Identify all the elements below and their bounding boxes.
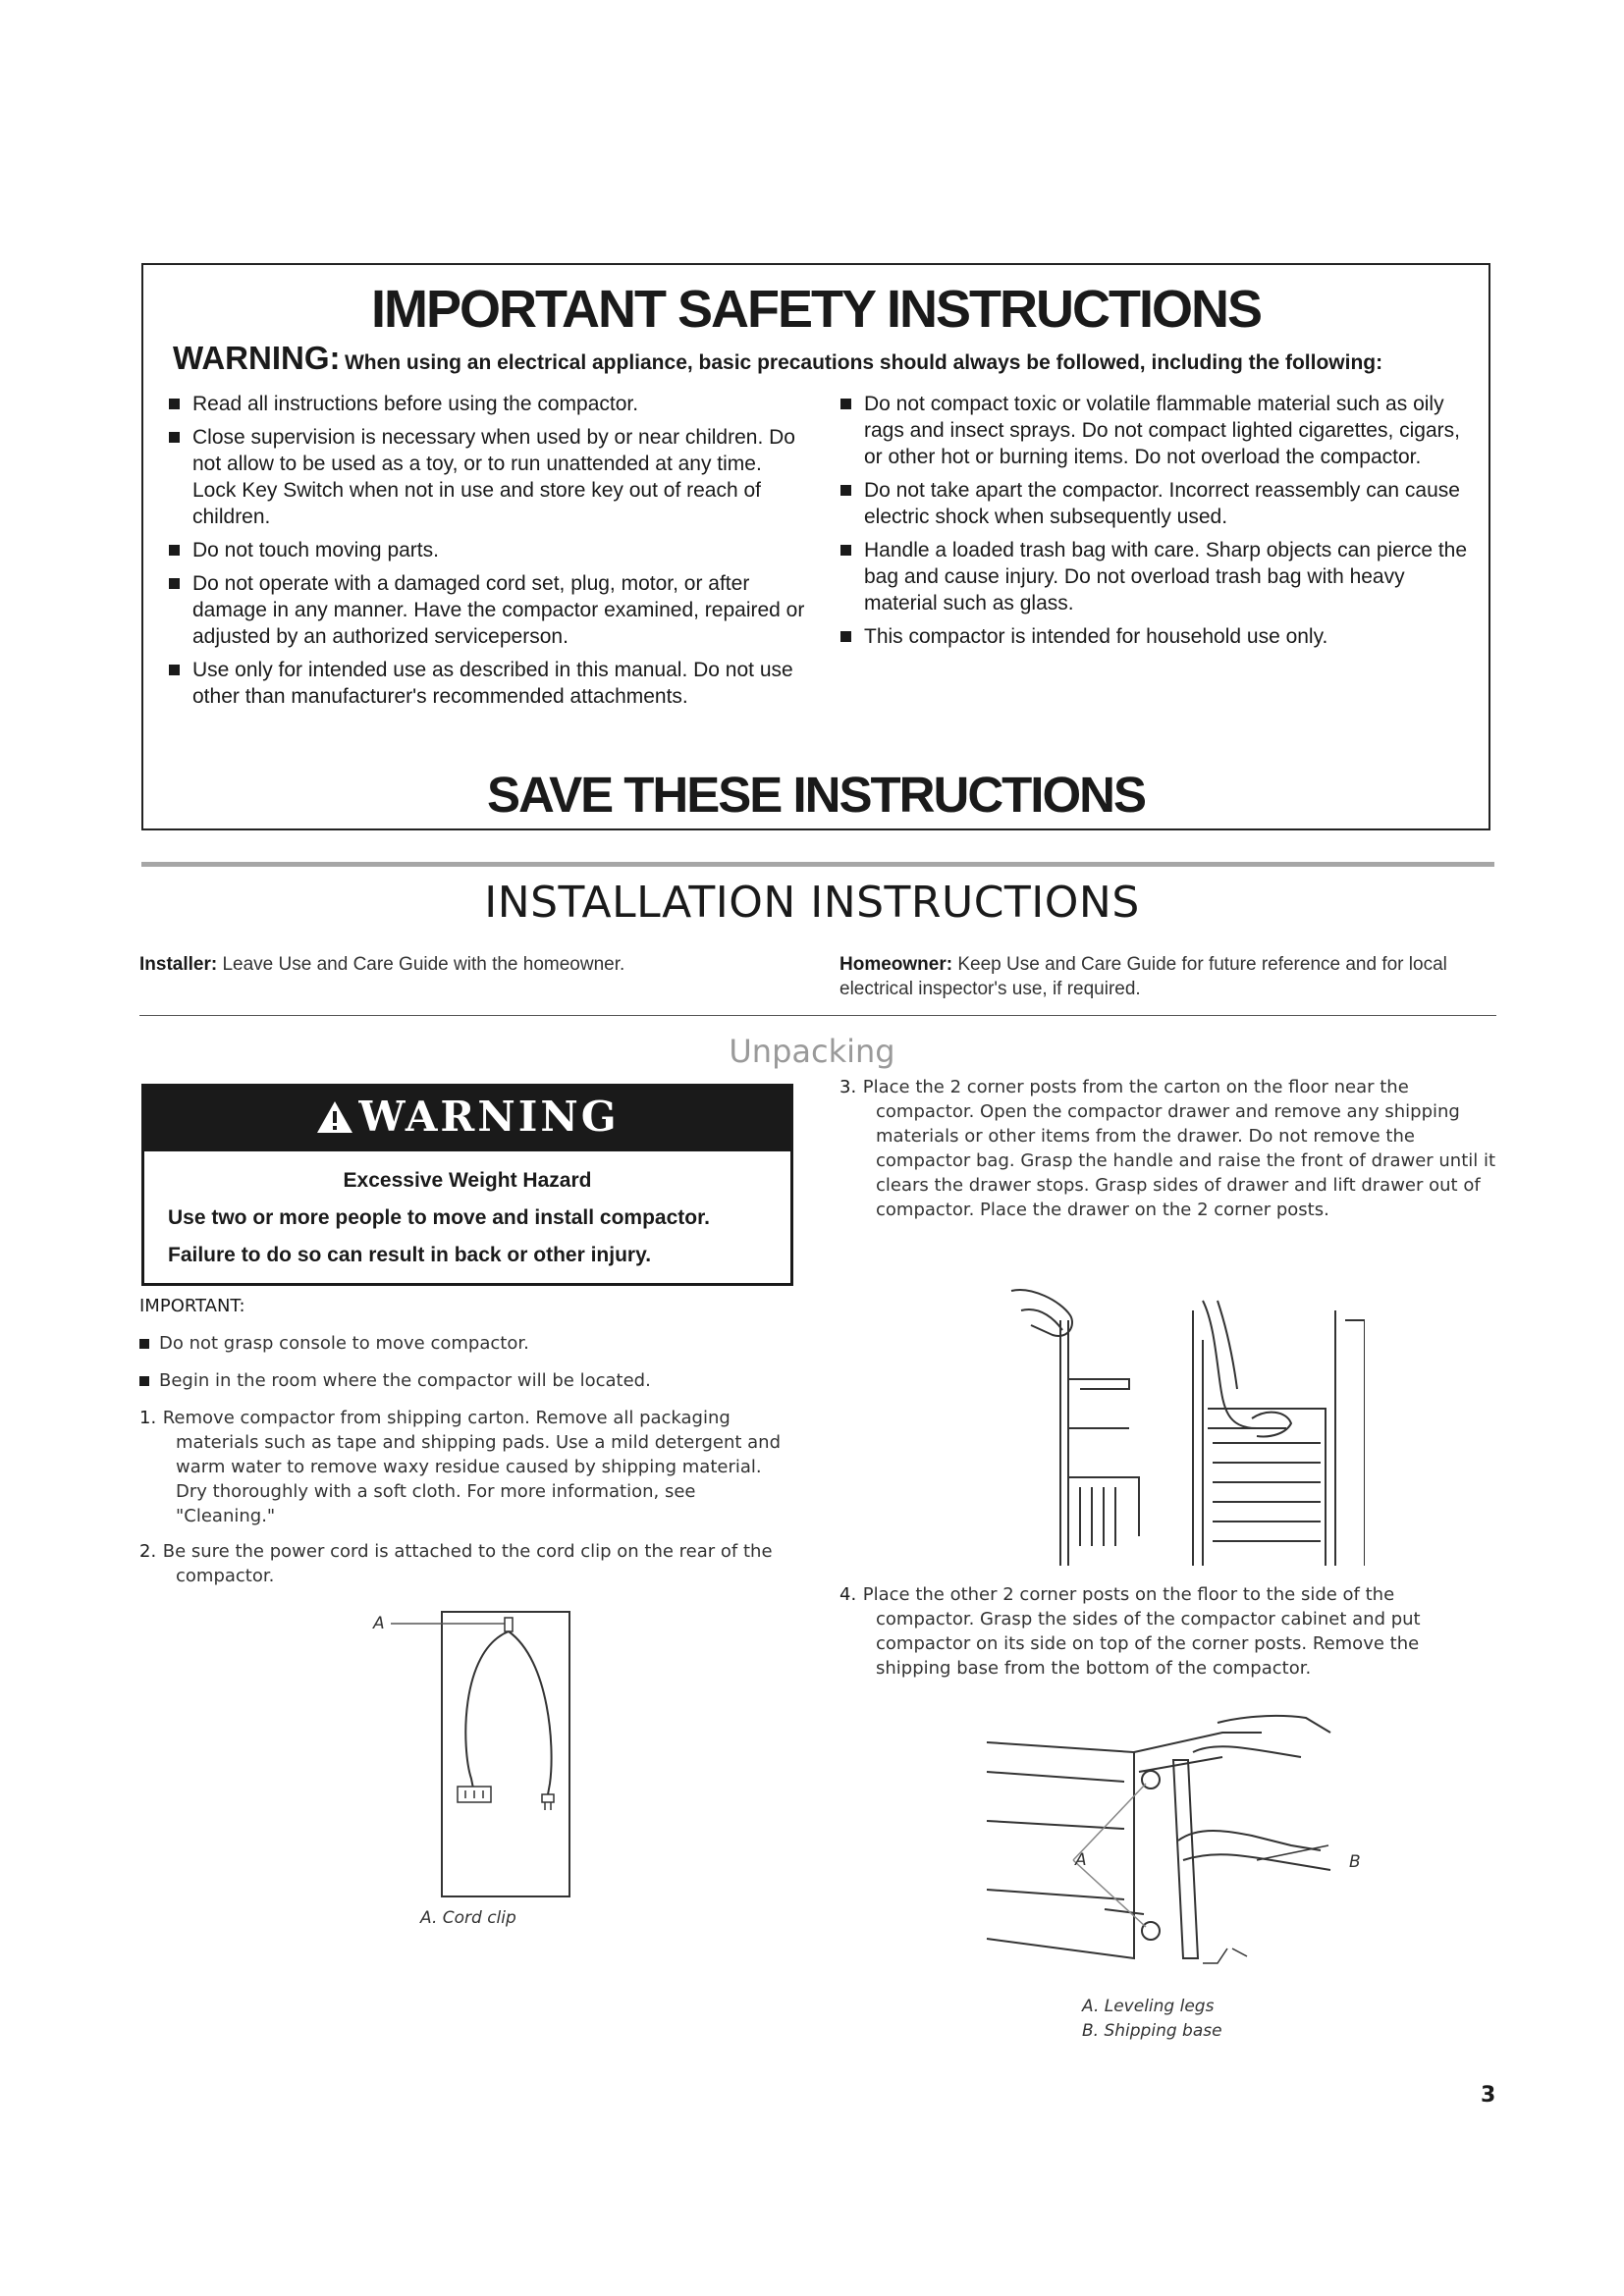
safety-instructions-box xyxy=(141,263,1490,830)
bullet-square-icon xyxy=(840,485,851,496)
safety-item: Do not operate with a damaged cord set, plug, motor, or after damage in any manner. Have the compactor examined, repaired or adjusted by an authorized serviceperson. xyxy=(169,570,807,650)
list-item: Begin in the room where the compactor will be located. xyxy=(139,1368,787,1393)
figure-caption-b: B. Shipping base xyxy=(1082,2021,1222,2041)
weight-warning-box xyxy=(141,1084,793,1286)
homeowner-note xyxy=(839,952,1488,1001)
bullet-square-icon xyxy=(169,399,180,409)
warning-banner-text: WARNING xyxy=(358,1093,620,1141)
unpacking-title: Unpacking xyxy=(729,1033,895,1070)
warning-banner xyxy=(144,1087,790,1151)
bullet-square-icon xyxy=(840,399,851,409)
figure-label-a: A xyxy=(373,1614,385,1633)
warning-text: When using an electrical appliance, basic precautions should always be followed, including the following: xyxy=(344,351,1383,374)
safety-warning xyxy=(173,340,1479,377)
thin-divider xyxy=(139,1015,1496,1016)
homeowner-label: Homeowner: xyxy=(839,954,953,975)
safety-item: Read all instructions before using the compactor. xyxy=(169,391,807,417)
step-4: 4. Place the other 2 corner posts on the floor to the side of the compactor. Grasp the sides of the compactor cabinet and put compactor on its side on top of the corner posts. Remove the shipping base from the bottom of the compactor. xyxy=(839,1584,1421,1679)
safety-item: Do not compact toxic or volatile flammable material such as oily rags and insect sprays. Do not compact lighted cigarettes, cigars, or other hot or burning items. Do not overload the compactor. xyxy=(840,391,1469,470)
safety-left-column xyxy=(169,391,807,717)
figure-label-a: A xyxy=(1075,1850,1087,1870)
safety-item: Close supervision is necessary when used by or near children. Do not allow to be used as a toy, or to run unattended at any time. Lock Key Switch when not in use and store key out of reach of children. xyxy=(169,424,807,530)
bullet-square-icon xyxy=(169,545,180,556)
list-item: Do not grasp console to move compactor. xyxy=(139,1331,787,1356)
bullet-square-icon xyxy=(840,631,851,642)
homeowner-text: Keep Use and Care Guide for future reference and for local electrical inspector's use, if required. xyxy=(839,954,1447,999)
hazard-instruction: Use two or more people to move and install compactor. xyxy=(168,1206,710,1229)
hazard-name: Excessive Weight Hazard xyxy=(343,1169,592,1192)
installation-title: INSTALLATION INSTRUCTIONS xyxy=(484,878,1140,928)
safety-title: IMPORTANT SAFETY INSTRUCTIONS xyxy=(370,280,1261,339)
bullet-square-icon xyxy=(840,545,851,556)
installer-text: Leave Use and Care Guide with the homeowner. xyxy=(222,954,625,975)
bullet-square-icon xyxy=(169,432,180,443)
figure-label-b: B xyxy=(1349,1852,1361,1872)
warning-triangle-icon xyxy=(315,1099,354,1135)
safety-item: This compactor is intended for household use only. xyxy=(840,623,1469,650)
step-1: 1. Remove compactor from shipping carton. Remove all packaging materials such as tape and shipping pads. Use a mild detergent and warm water to remove waxy residue caused by shipping material. Dry thoroughly with a soft cloth. For more information, see "Cleaning." xyxy=(139,1408,782,1526)
installer-note xyxy=(139,952,778,977)
save-instructions-title: SAVE THESE INSTRUCTIONS xyxy=(487,767,1145,823)
bullet-square-icon xyxy=(139,1376,149,1386)
page-number: 3 xyxy=(1481,2083,1496,2108)
safety-item: Handle a loaded trash bag with care. Sharp objects can pierce the bag and cause injury. Do not overload trash bag with heavy material such as glass. xyxy=(840,537,1469,616)
section-divider xyxy=(141,862,1494,867)
bullet-square-icon xyxy=(139,1339,149,1349)
step-3: 3. Place the 2 corner posts from the carton on the floor near the compactor. Open the compactor drawer and remove any shipping materials or other items from the drawer. Do not remove the compactor bag. Grasp the handle and raise the front of drawer until it clears the drawer stops. Grasp sides of drawer and lift drawer out of compactor. Place the drawer on the 2 corner posts. xyxy=(839,1077,1496,1220)
cord-clip-figure xyxy=(363,1602,579,1916)
drawer-removal-figure xyxy=(992,1281,1365,1575)
step-2: 2. Be sure the power cord is attached to the cord clip on the rear of the compactor. xyxy=(139,1541,773,1586)
safety-item: Do not touch moving parts. xyxy=(169,537,807,563)
bullet-square-icon xyxy=(169,665,180,675)
installer-label: Installer: xyxy=(139,954,218,975)
safety-item: Use only for intended use as described in this manual. Do not use other than manufacturer's recommended attachments. xyxy=(169,657,807,710)
figure-caption-a: A. Leveling legs xyxy=(1082,1997,1215,2016)
safety-item: Do not take apart the compactor. Incorrect reassembly can cause electric shock when subsequently used. xyxy=(840,477,1469,530)
safety-right-column xyxy=(840,391,1469,657)
important-label: IMPORTANT: xyxy=(139,1296,245,1316)
figure-caption: A. Cord clip xyxy=(420,1908,516,1928)
compactor-side-figure xyxy=(977,1713,1370,1988)
bullet-square-icon xyxy=(169,578,180,589)
warning-label: WARNING: xyxy=(173,340,341,376)
hazard-consequence: Failure to do so can result in back or other injury. xyxy=(168,1244,652,1266)
